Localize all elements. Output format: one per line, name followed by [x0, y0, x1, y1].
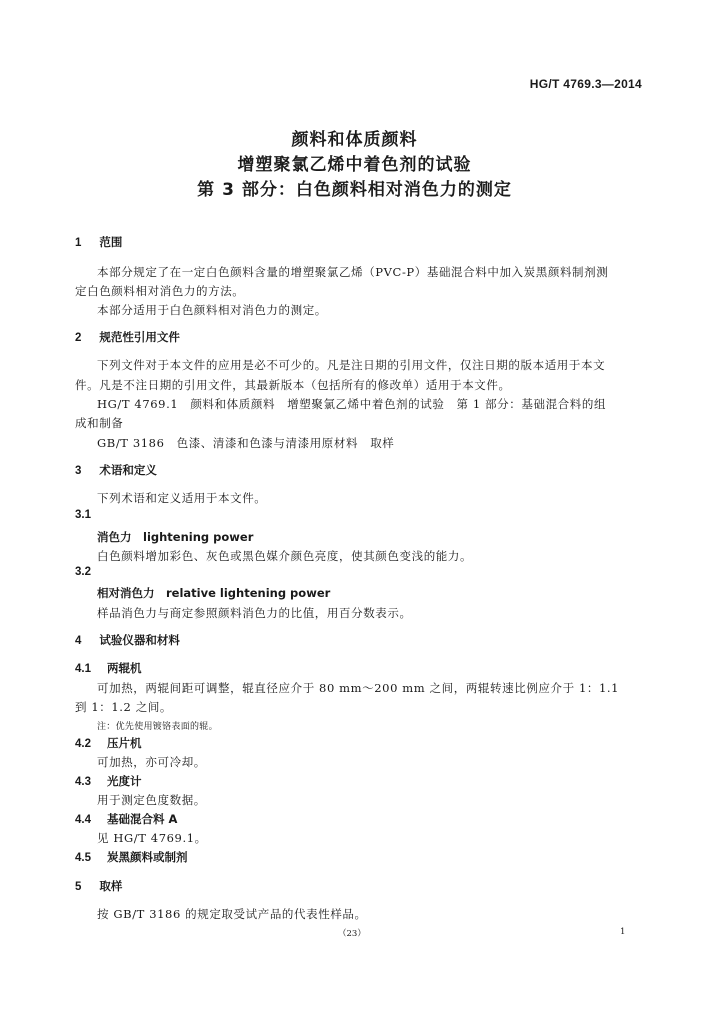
subsection-title: 基础混合料 A: [107, 812, 178, 826]
section-2-heading: [75, 329, 180, 345]
subsection-number: 4.5: [75, 852, 91, 864]
term-name: 相对消色力 relative lightening power: [97, 586, 331, 600]
paragraph: 本部分适用于白色颜料相对消色力的测定。: [97, 303, 327, 317]
section-5-heading: [75, 878, 122, 894]
section-number: 5: [75, 881, 82, 893]
title-line-1: 颜料和体质颜料: [291, 130, 418, 150]
subsection-number: 4.4: [75, 814, 91, 826]
paragraph: 可加热，亦可冷却。: [97, 755, 206, 769]
section-4-heading: [75, 632, 180, 648]
subsection-heading: [75, 849, 188, 865]
subsection-title: 光度计: [107, 774, 142, 788]
reference-item: GB/T 3186 色漆、清漆和色漆与清漆用原材料 取样: [97, 436, 395, 450]
paragraph: 可加热，两辊间距可调整，辊直径应介于 80 mm～200 mm 之间，两辊转速比例应介于 1：1.1: [97, 681, 620, 695]
paragraph: 下列文件对于本文件的应用是必不可少的。凡是注日期的引用文件，仅注日期的版本适用于本文: [97, 358, 606, 372]
section-title: 取样: [99, 879, 123, 893]
paragraph: 下列术语和定义适用于本文件。: [97, 491, 267, 505]
standard-code: HG/T 4769.3—2014: [529, 77, 642, 91]
term-definition: 样品消色力与商定参照颜料消色力的比值，用百分数表示。: [97, 606, 412, 620]
subsection-heading: [75, 773, 142, 789]
subsection-number: 4.3: [75, 776, 91, 788]
title-line-3: 第 3 部分：白色颜料相对消色力的测定: [197, 180, 512, 200]
page-number-right: 1: [620, 927, 626, 937]
paragraph: 到 1：1.2 之间。: [75, 700, 173, 714]
section-number: 3: [75, 465, 82, 477]
section-title: 试验仪器和材料: [99, 633, 180, 647]
paragraph: 件。凡是不注日期的引用文件，其最新版本（包括所有的修改单）适用于本文件。: [75, 378, 511, 392]
subsection-title: 两辊机: [107, 661, 142, 675]
paragraph: 用于测定色度数据。: [97, 793, 206, 807]
title-line-2: 增塑聚氯乙烯中着色剂的试验: [237, 155, 472, 175]
subsection-heading: [75, 735, 142, 751]
reference-item: HG/T 4769.1 颜料和体质颜料 增塑聚氯乙烯中着色剂的试验 第 1 部分：基础混合料的组: [97, 397, 607, 411]
section-3-heading: [75, 462, 157, 478]
note: 注：优先使用镀铬表面的辊。: [97, 722, 218, 732]
subsection-heading: [75, 660, 142, 676]
section-1-heading: [75, 234, 122, 250]
page-number-center: （23）: [338, 929, 366, 939]
section-number: 4: [75, 635, 82, 647]
document-title: [0, 128, 709, 203]
paragraph: 见 HG/T 4769.1。: [97, 831, 207, 845]
subsection-title: 压片机: [107, 736, 142, 750]
section-title: 术语和定义: [99, 463, 157, 477]
term-number: 3.1: [75, 509, 91, 521]
term-number: 3.2: [75, 566, 91, 578]
subsection-heading: [75, 811, 177, 827]
paragraph: 按 GB/T 3186 的规定取受试产品的代表性样品。: [97, 907, 367, 921]
section-number: 1: [75, 237, 82, 249]
term-definition: 白色颜料增加彩色、灰色或黑色媒介颜色亮度，使其颜色变浅的能力。: [97, 549, 473, 563]
subsection-number: 4.1: [75, 663, 91, 675]
reference-item: 成和制备: [75, 416, 124, 430]
subsection-number: 4.2: [75, 738, 91, 750]
section-number: 2: [75, 332, 82, 344]
section-title: 规范性引用文件: [99, 330, 180, 344]
subsection-title: 炭黑颜料或制剂: [107, 850, 188, 864]
paragraph: 本部分规定了在一定白色颜料含量的增塑聚氯乙烯（PVC-P）基础混合料中加入炭黑颜料制剂测: [97, 265, 609, 279]
term-name: 消色力 lightening power: [97, 530, 254, 544]
paragraph: 定白色颜料相对消色力的方法。: [75, 284, 245, 298]
section-title: 范围: [99, 235, 123, 249]
